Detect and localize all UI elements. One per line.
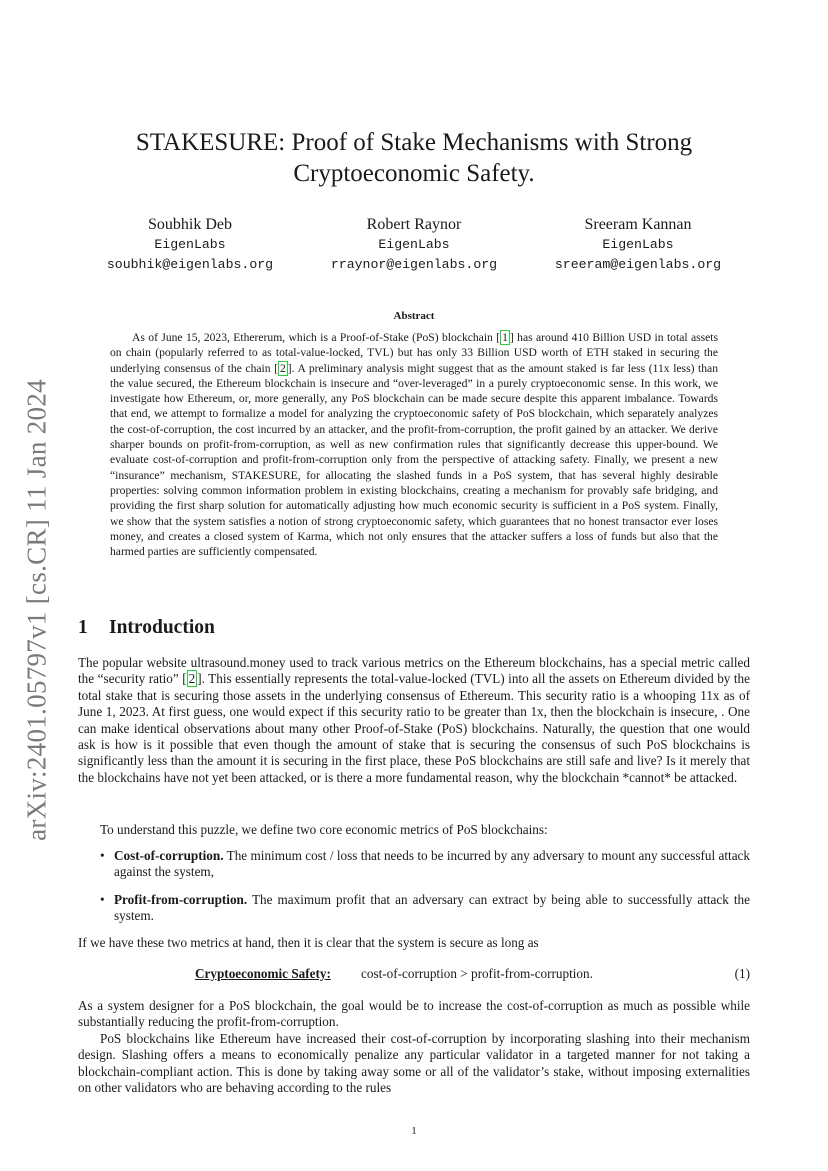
author-name: Soubhik Deb bbox=[148, 216, 232, 233]
author-2 bbox=[302, 215, 526, 275]
author-email[interactable]: sreeram@eigenlabs.org bbox=[554, 257, 722, 272]
intro-paragraph-5: PoS blockchains like Ethereum have increased their cost-of-corruption by incorporating slashing into their mechanism design. Slashing offers a means to economically penalize any particular validator in a targeted manner for not taking a blockchain-compliant action. This is done by taking away some or all of the validator’s stake, without imposing externalities on other validators who are behaving according to the rules bbox=[78, 1031, 750, 1096]
author-affiliation: EigenLabs bbox=[154, 237, 226, 252]
intro-paragraph-1: The popular website ultrasound.money used to track various metrics on the Ethereum blockchains, has a special metric called the “security ratio” [ 2 ]. This essentially represents the total-value-locked (TVL) into all the assets on Ethereum divided by the total stake that is securing those assets in the underlying consensus of Ethereum. This security ratio is a whooping 11x as of June 1, 2023. At first guess, one would expect if this security ratio to be greater than 1x, then the blockchain is insecure, . One can make identical observations about many other Proof-of-Stake (PoS) blockchains. Naturally, the question that one would ask is how is it possible that even though the amount of stake that is securing the consensus of such PoS blockchains is significantly less than the amount it is securing in the first place, these PoS blockchains are still safe and live? Is it merely that the blockchains have not yet been attacked, or is there a more fundamental reason, why the blockchain *cannot* be attacked. bbox=[78, 655, 751, 785]
author-1 bbox=[78, 215, 302, 275]
abstract-text-part: has around 410 Billion USD in total assets on chain (popularly referred to as total-value-locked, TVL) but has only 33 Billion USD worth of ETH staked in securing the underlying consensus of the chain bbox=[110, 331, 718, 375]
intro-paragraph-2: To understand this puzzle, we define two core economic metrics of PoS blockchains: bbox=[100, 822, 548, 837]
metrics-list bbox=[78, 848, 750, 936]
citation-link[interactable]: 2 bbox=[188, 671, 196, 687]
abstract-text-part: . A preliminary analysis might suggest that as the amount staked is far less (11x less) than the value secured, the Ethereum blockchain is insecure and “over-leveraged” in a purely cryptoeconomic sense. In this work, we investigate how Ethereum, or, more generally, any PoS blockchain can be made secure despite this apparent imbalance. Towards that end, we attempt to formalize a model for analyzing the cryptoeconomic safety of PoS blockchain, which separately analyzes the cost-of-corruption, the cost incurred by an attacker, and the profit-from-corruption, the profit gained by an attacker. We derive sharper bounds on profit-from-corruption, as well as new confirmation rules that significantly decrease this upper-bound. We evaluate cost-of-corruption and profit-from-corruption only from the perspective of attacking safety. Finally, we present a new “insurance” mechanism, STAKESURE, for allocating the slashed funds in a PoS system, that has several highly desirable properties: solving common information problem in existing blockchains, creating a mechanism for provably safe bridging, and providing the first sharp solution for automatically adjusting how much economic security is sufficient in a PoS system. Finally, we show that the system satisfies a notion of strong cryptoeconomic safety, which guarantees that no honest transactor ever loses money, and creates a closed system of Karma, which not only ensures that the attacker suffers a loss of funds but also that the harmed parties are sufficiently compensated. bbox=[110, 361, 718, 559]
section-number: 1 bbox=[78, 617, 88, 638]
list-item bbox=[78, 848, 750, 881]
equation-label: Cryptoeconomic Safety: bbox=[195, 966, 331, 981]
bullet-icon: • bbox=[100, 891, 105, 907]
list-item-term: Cost-of-corruption. bbox=[114, 848, 224, 863]
section-heading bbox=[78, 617, 215, 639]
abstract-text-part: As of June 15, 2023, Ethererum, which is a Proof-of-Stake (PoS) blockchain bbox=[132, 331, 497, 344]
title-line-2: Cryptoeconomic Safety. bbox=[293, 160, 535, 187]
equation-number: (1) bbox=[734, 966, 750, 981]
intro-paragraph-4: As a system designer for a PoS blockchain, the goal would be to increase the cost-of-corruption as much as possible while substantially reducing the profit-from-corruption. bbox=[78, 998, 750, 1030]
equation-body: cost-of-corruption > profit-from-corruption. bbox=[361, 966, 593, 981]
bullet-icon: • bbox=[100, 848, 105, 863]
author-affiliation: EigenLabs bbox=[378, 237, 450, 252]
intro-paragraph-3: If we have these two metrics at hand, then it is clear that the system is secure as long as bbox=[78, 935, 539, 950]
arxiv-id-text: arXiv:2401.05797v1 [cs.CR] 11 Jan 2024 bbox=[21, 379, 52, 841]
citation-link[interactable]: 1 bbox=[502, 331, 508, 344]
paper-title bbox=[78, 127, 750, 189]
paragraph-text: . This essentially represents the total-value-locked (TVL) into all the assets on Ethereum divided by the total stake that is securing those assets in the underlying consensus of Ethereum. This security ratio is a whooping 11x as of June 1, 2023. At first guess, one would expect if this security ratio to be greater than 1x, then the blockchain is insecure, . One can make identical observations about many other Proof-of-Stake (PoS) blockchains. Naturally, the question that one would ask is how is it possible that even though the amount of stake that is securing the consensus of such PoS blockchains is significantly less than the amount it is securing in the first place, these PoS blockchains are still safe and live? Is it merely that the blockchains have not yet been attacked, or is there a more fundamental reason, why the blockchain *cannot* be attacked. bbox=[78, 671, 751, 785]
list-item-text: The minimum cost / loss that needs to be incurred by any adversary to mount any successful attack against the system, bbox=[114, 848, 750, 880]
author-3 bbox=[526, 215, 750, 275]
list-item-term: Profit-from-corruption. bbox=[114, 891, 248, 907]
list-item-text: The maximum profit that an adversary can extract by being able to successfully attack the system. bbox=[114, 891, 750, 924]
abstract-text: As of June 15, 2023, Ethererum, which is a Proof-of-Stake (PoS) blockchain [ 1 ] has around 410 Billion USD in total assets on chain (popularly referred to as total-value-locked, TVL) but has only 33 Billion USD worth of ETH staked in securing the underlying consensus of the chain [ 2 ]. A preliminary analysis might suggest that as the amount staked is far less (11x less) than the value secured, the Ethereum blockchain is insecure and “over-leveraged” in a purely cryptoeconomic sense. In this work, we investigate how Ethereum, or, more generally, any PoS blockchain can be made secure despite this apparent imbalance. Towards that end, we attempt to formalize a model for analyzing the cryptoeconomic safety of PoS blockchain, which separately analyzes the cost-of-corruption, the cost incurred by an attacker, and the profit-from-corruption, the profit gained by an attacker. We derive sharper bounds on profit-from-corruption, as well as new confirmation rules that significantly decrease this upper-bound. We evaluate cost-of-corruption and profit-from-corruption only from the perspective of attacking safety. Finally, we present a new “insurance” mechanism, STAKESURE, for allocating the slashed funds in a PoS system, that has several highly desirable properties: solving common information problem in existing blockchains, creating a mechanism for provably safe bridging, and providing the first sharp solution for automatically adjusting how much economic security is sufficient in a PoS system. Finally, we show that the system satisfies a notion of strong cryptoeconomic safety, which guarantees that no honest transactor ever loses money, and creates a closed system of Karma, which not only ensures that the attacker suffers a loss of funds but also that the harmed parties are sufficiently compensated. bbox=[110, 331, 718, 559]
author-email[interactable]: rraynor@eigenlabs.org bbox=[330, 257, 498, 272]
paragraph-text: The popular website ultrasound.money used to track various metrics on the Ethereum blockchains, has a special metric called the “security ratio” bbox=[78, 655, 750, 687]
list-item bbox=[78, 892, 750, 925]
author-affiliation: EigenLabs bbox=[602, 237, 674, 252]
author-email[interactable]: soubhik@eigenlabs.org bbox=[106, 257, 274, 272]
page-number: 1 bbox=[411, 1125, 417, 1137]
abstract-heading: Abstract bbox=[393, 310, 435, 322]
citation-link[interactable]: 2 bbox=[280, 361, 286, 375]
author-name: Robert Raynor bbox=[366, 216, 462, 233]
arxiv-identifier bbox=[16, 370, 58, 850]
title-line-1: STAKESURE: Proof of Stake Mechanisms with Strong bbox=[135, 129, 693, 156]
author-name: Sreeram Kannan bbox=[584, 216, 692, 233]
section-title: Introduction bbox=[109, 617, 215, 638]
